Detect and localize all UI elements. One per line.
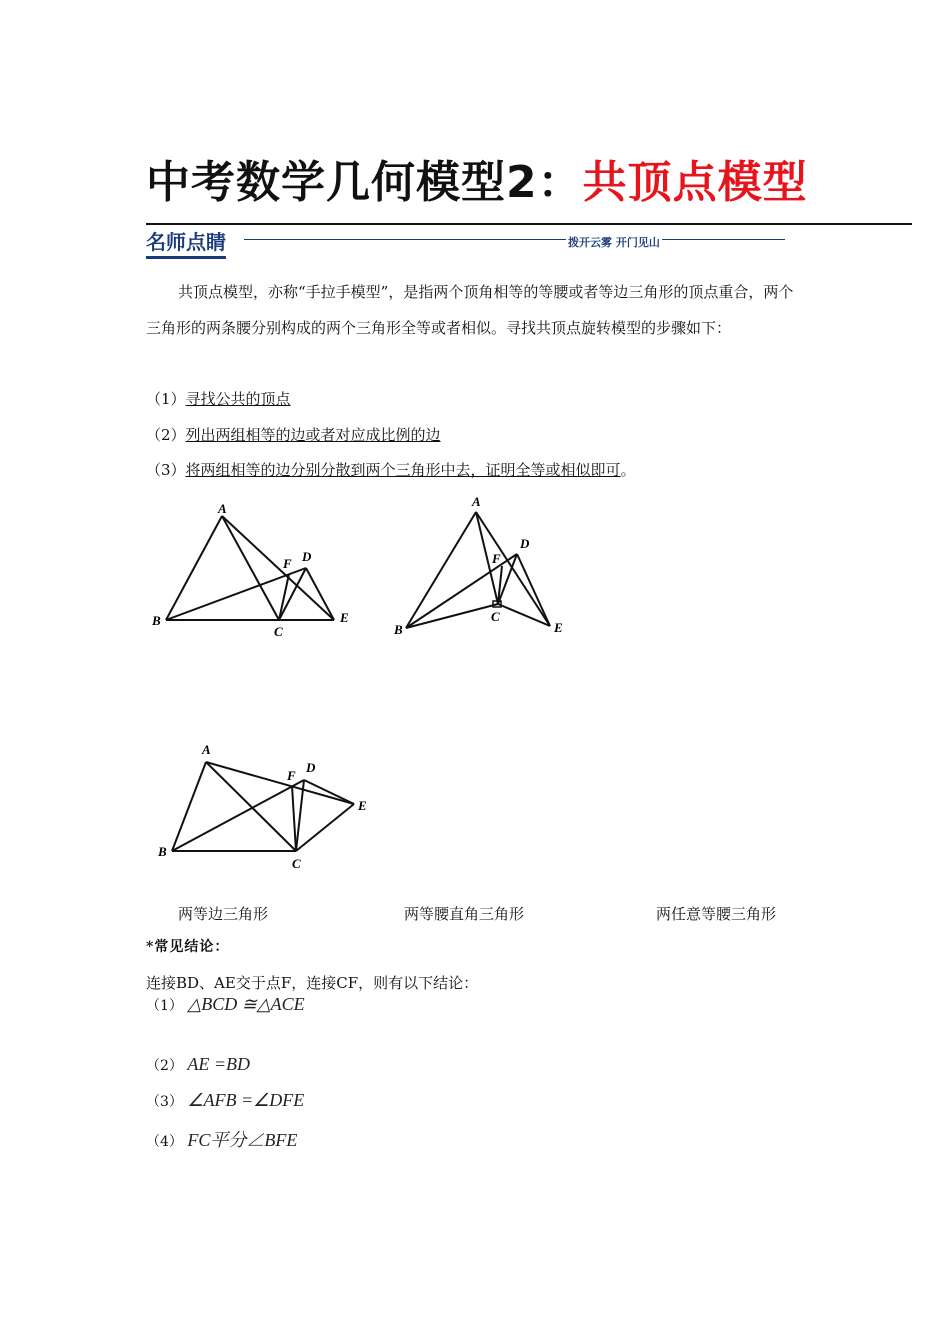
conclusion-math-angle: ∠BFE — [246, 1130, 298, 1150]
figure-lines — [406, 512, 550, 628]
label-e: E — [358, 798, 367, 813]
conclusion-2 — [146, 1054, 250, 1075]
conclusion-number: （3） — [146, 1094, 183, 1110]
caption-isosceles-right: 两等腰直角三角形 — [404, 905, 525, 923]
label-b: B — [152, 613, 161, 628]
label-b: B — [158, 844, 167, 859]
figure-isosceles — [146, 736, 386, 876]
label-a: A — [218, 501, 227, 516]
figure-isosceles-right — [388, 490, 578, 640]
step-text: 列出两组相等的边或者对应成比例的边 — [185, 426, 441, 444]
step-3 — [146, 459, 636, 480]
conclusion-math: ∠AFB =∠DFE — [187, 1090, 305, 1110]
title-highlight: 共顶点模型 — [582, 157, 808, 208]
step-number: （3） — [146, 461, 186, 479]
page-title — [146, 146, 808, 210]
conclusion-1 — [146, 994, 305, 1015]
label-c: C — [292, 856, 301, 871]
conclusions-intro: 连接BD、AE交于点F，连接CF，则有以下结论： — [146, 974, 479, 992]
conclusion-math-fc: FC — [187, 1130, 211, 1150]
section-motto: 拨开云雾 开门见山 — [568, 236, 660, 249]
step-2 — [146, 424, 441, 445]
label-d: D — [302, 549, 312, 564]
conclusion-3 — [146, 1090, 304, 1111]
caption-isosceles: 两任意等腰三角形 — [656, 905, 777, 923]
conclusion-math: AE =BD — [187, 1054, 251, 1074]
step-text: 将两组相等的边分别分散到两个三角形中去，证明全等或相似即可 — [185, 461, 621, 479]
label-b: B — [394, 622, 403, 637]
caption-equilateral: 两等边三角形 — [178, 905, 269, 923]
label-f: F — [492, 551, 501, 566]
conclusion-math-text: 平分 — [210, 1130, 247, 1150]
figure-lines — [172, 762, 354, 851]
label-d: D — [520, 536, 530, 551]
conclusions-heading: *常见结论： — [146, 939, 230, 955]
figure-lines — [166, 516, 334, 620]
conclusion-number: （2） — [146, 1058, 183, 1074]
conclusion-math: △BCD ≅△ACE — [187, 994, 305, 1014]
section-divider — [244, 239, 785, 240]
section-badge: 名师点睛 — [146, 226, 226, 259]
step-text: 寻找公共的顶点 — [185, 390, 291, 408]
label-f: F — [287, 768, 296, 783]
conclusion-number: （4） — [146, 1134, 183, 1150]
label-d: D — [306, 760, 316, 775]
conclusion-number: （1） — [146, 998, 183, 1014]
figure-equilateral — [146, 496, 366, 646]
step-number: （2） — [146, 426, 186, 444]
step-1 — [146, 388, 291, 409]
intro-text: 共顶点模型，亦称“手拉手模型”，是指两个顶角相等的等腰或者等边三角形的顶点重合，两个三角形的两条腰分别构成的两个三角形全等或者相似。寻找共顶点旋转模型的步骤如下： — [146, 283, 794, 337]
label-f: F — [283, 556, 292, 571]
intro-paragraph — [146, 274, 806, 346]
step-tail: 。 — [620, 461, 636, 479]
title-main: 中考数学几何模型2： — [146, 157, 583, 208]
label-c: C — [274, 624, 283, 639]
conclusion-4 — [146, 1126, 297, 1152]
label-e: E — [554, 620, 563, 635]
title-divider — [146, 223, 912, 225]
label-e: E — [340, 610, 349, 625]
label-c: C — [491, 609, 500, 624]
step-number: （1） — [146, 390, 186, 408]
label-a: A — [472, 494, 481, 509]
label-a: A — [202, 742, 211, 757]
